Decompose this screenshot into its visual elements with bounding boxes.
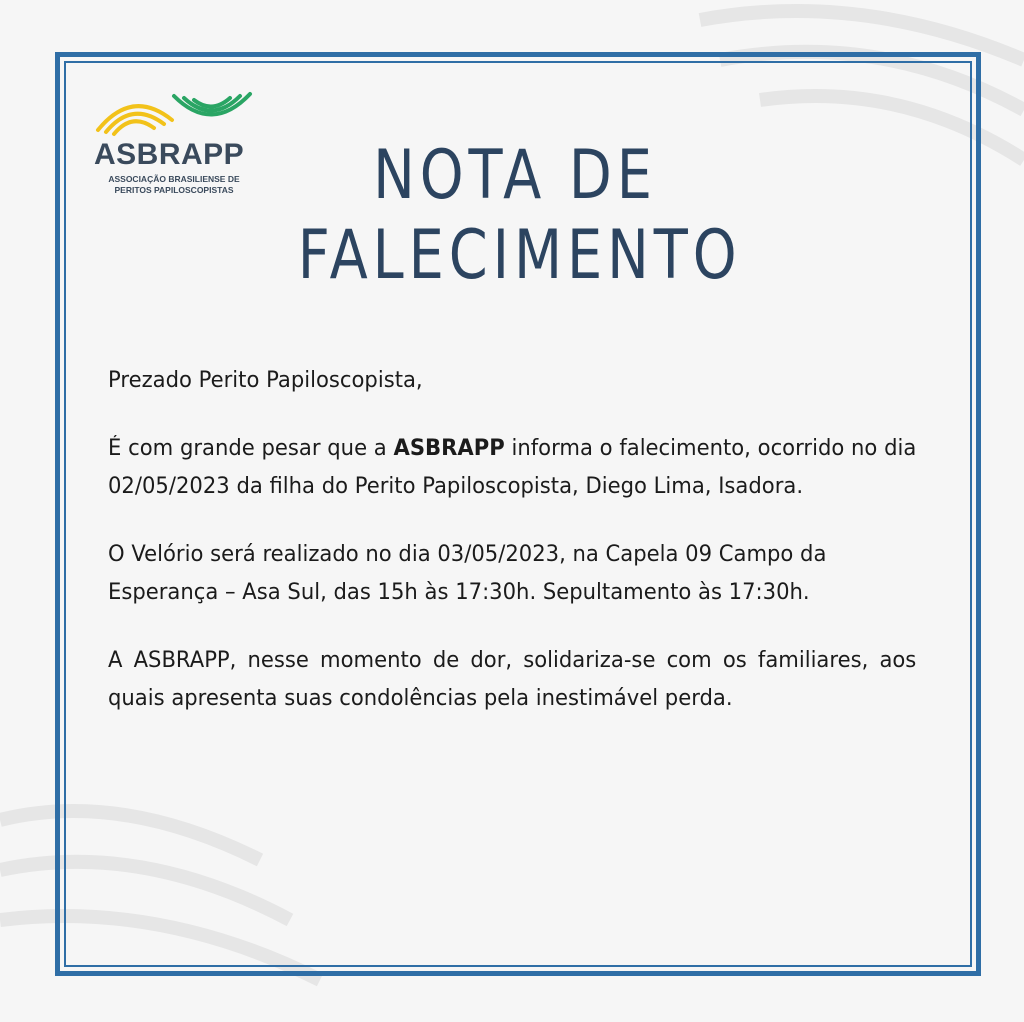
logo-subtitle-line1: ASSOCIAÇÃO BRASILIENSE DE <box>108 174 240 184</box>
paragraph-condolences: A ASBRAPP, nesse momento de dor, solidariza-se com os familiares, aos quais apresenta suas condolências pela inestimável perda. <box>108 648 917 711</box>
title-line2: FALECIMENTO <box>297 216 742 295</box>
page-title <box>297 136 742 296</box>
logo-wordmark: ASBRAPP <box>94 138 245 171</box>
paragraph-wake-details: O Velório será realizado no dia 03/05/2023, na Capela 09 Campo da Esperança – Asa Sul, das 15h às 17:30h. Sepultamento às 17:30h. <box>108 542 827 605</box>
asbrapp-logo <box>88 86 268 206</box>
p1-brand: ASBRAPP <box>393 436 505 461</box>
p1-text-after: informa o falecimento, ocorrido no dia 02/05/2023 da filha do Perito Papiloscopista, Diego Lima, Isadora. <box>108 436 917 499</box>
announcement-body <box>108 362 916 748</box>
fingerprint-arcs-icon <box>92 86 254 142</box>
p1-text-before: É com grande pesar que a <box>108 436 394 461</box>
title-line1: NOTA DE <box>373 136 657 215</box>
paragraph-announcement <box>108 430 916 506</box>
logo-subtitle-line2: PERITOS PAPILOSCOPISTAS <box>114 185 234 195</box>
logo-subtitle <box>94 174 254 196</box>
greeting: Prezado Perito Papiloscopista, <box>108 368 423 393</box>
